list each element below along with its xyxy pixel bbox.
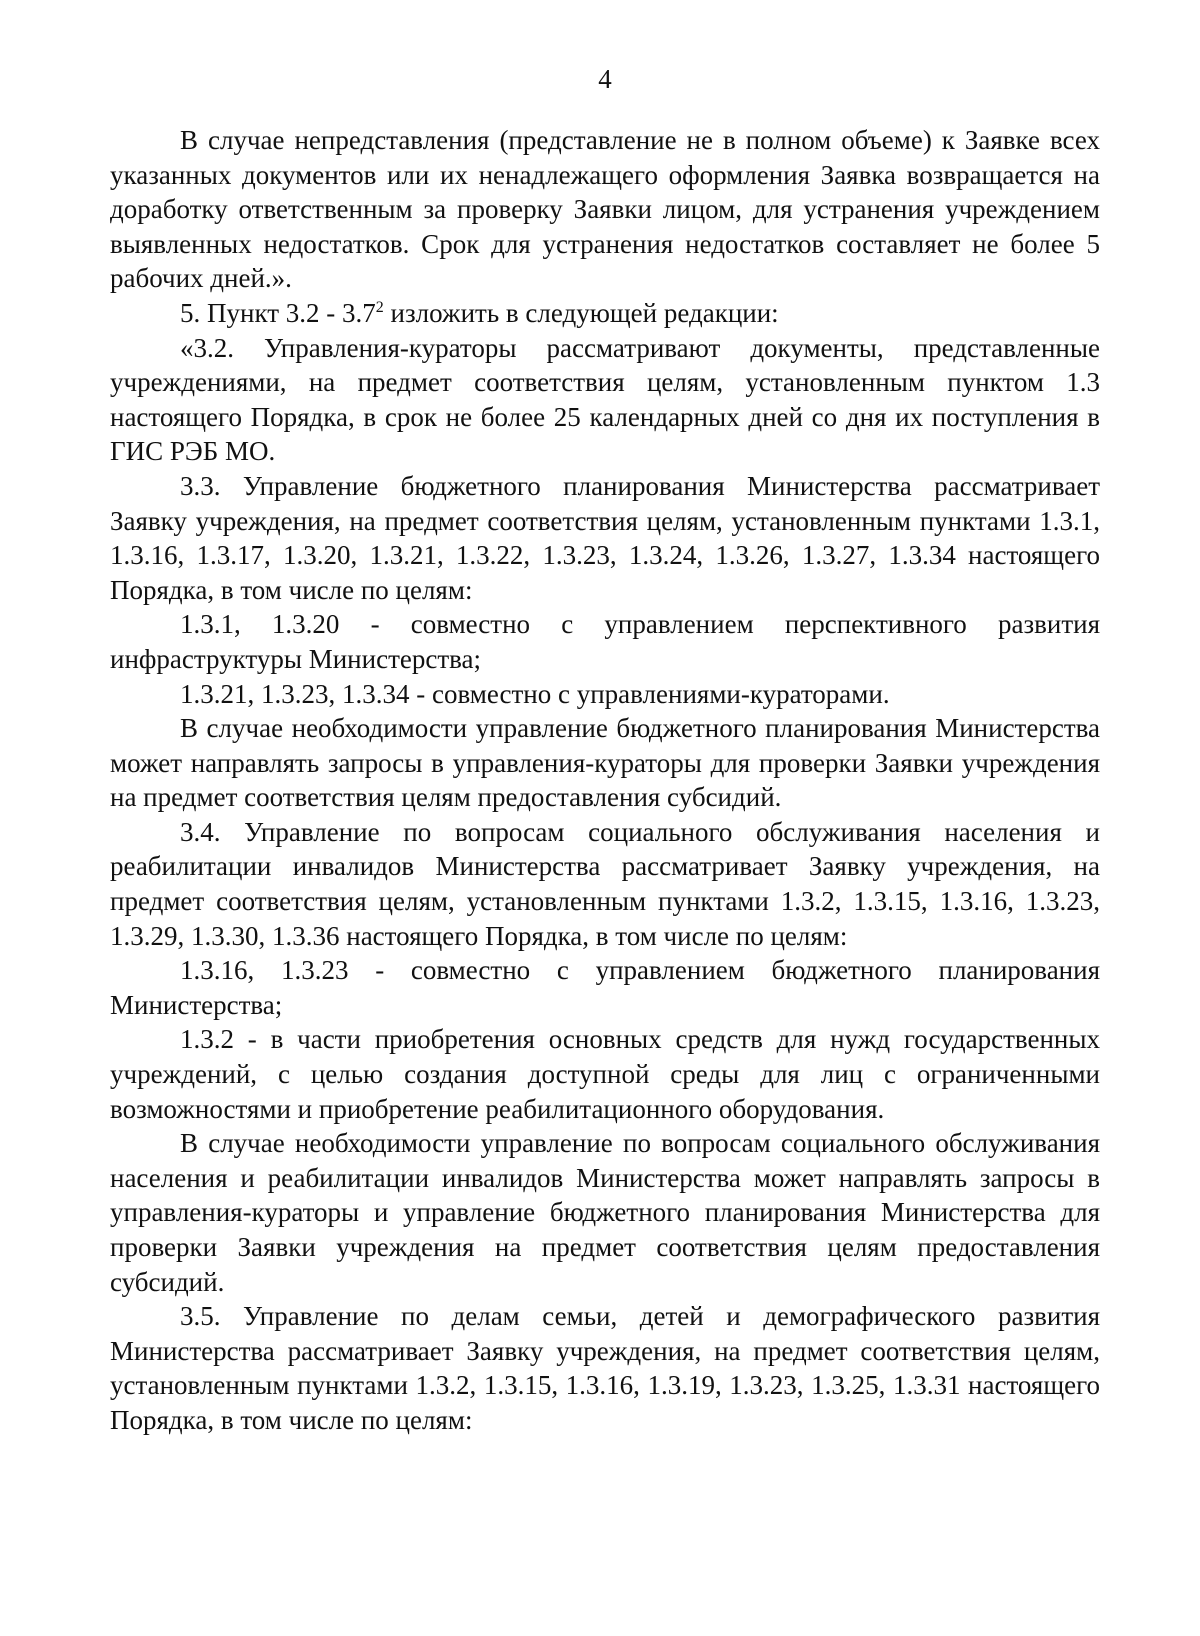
paragraph-3-3-requests: В случае необходимости управление бюджетного планирования Министерства может направлять запросы в управления-кураторы для проверки Заявки учреждения на предмет соответствия целям предоставления субсидий. [110, 713, 1100, 813]
document-body [110, 123, 1100, 1438]
item-5-text-end: изложить в следующей редакции: [383, 297, 779, 328]
paragraph-3-4: 3.4. Управление по вопросам социального обслуживания населения и реабилитации инвалидов Министерства рассматривает Заявку учреждения, на предмет соответствия целям, установленным пунктами 1.3.2, 1.3.15, 1.3.16, 1.3.23, 1.3.29, 1.3.30, 1.3.36 настоящего Порядка, в том числе по целям: [110, 816, 1100, 951]
paragraph-3-3-goal-1: 1.3.1, 1.3.20 - совместно с управлением перспективного развития инфраструктуры Министерства; [110, 609, 1100, 674]
paragraph-3-2: «3.2. Управления-кураторы рассматривают документы, представленные учреждениями, на предмет соответствия целям, установленным пунктом 1.3 настоящего Порядка, в срок не более 25 календарных дней со дня их поступления в ГИС РЭБ МО. [110, 332, 1100, 467]
paragraph-3-3: 3.3. Управление бюджетного планирования Министерства рассматривает Заявку учреждения, на предмет соответствия целям, установленным пунктами 1.3.1, 1.3.16, 1.3.17, 1.3.20, 1.3.21, 1.3.22, 1.3.23, 1.3.24, 1.3.26, 1.3.27, 1.3.34 настоящего Порядка, в том числе по целям: [110, 470, 1100, 605]
superscript-marker: 2 [375, 298, 384, 316]
paragraph-3-4-goal-2: 1.3.2 - в части приобретения основных средств для нужд государственных учреждений, с целью создания доступной среды для лиц с ограниченными возможностями и приобретение реабилитационного оборудования. [110, 1024, 1100, 1124]
item-5-text-start: 5. Пункт 3.2 - 3.7 [180, 297, 376, 328]
paragraph-3-5: 3.5. Управление по делам семьи, детей и демографического развития Министерства рассматривает Заявку учреждения, на предмет соответствия целям, установленным пунктами 1.3.2, 1.3.15, 1.3.16, 1.3.19, 1.3.23, 1.3.25, 1.3.31 настоящего Порядка, в том числе по целям: [110, 1301, 1100, 1435]
paragraph-item-5 [110, 296, 1100, 331]
paragraph-document-return: В случае непредставления (представление не в полном объеме) к Заявке всех указанных документов или их ненадлежащего оформления Заявка возвращается на доработку ответственным за проверку Заявки лицом, для устранения учреждением выявленных недостатков. Срок для устранения недостатков составляет не более 5 рабочих дней.». [110, 125, 1100, 294]
paragraph-3-4-requests: В случае необходимости управление по вопросам социального обслуживания населения и реабилитации инвалидов Министерства может направлять запросы в управления-кураторы и управление бюджетного планирования Министерства для проверки Заявки учреждения на предмет соответствия целям предоставления субсидий. [110, 1128, 1100, 1297]
paragraph-3-3-goal-2: 1.3.21, 1.3.23, 1.3.34 - совместно с управлениями-кураторами. [180, 678, 890, 709]
page-number: 4 [598, 64, 612, 94]
paragraph-3-4-goal-1: 1.3.16, 1.3.23 - совместно с управлением бюджетного планирования Министерства; [110, 955, 1100, 1020]
